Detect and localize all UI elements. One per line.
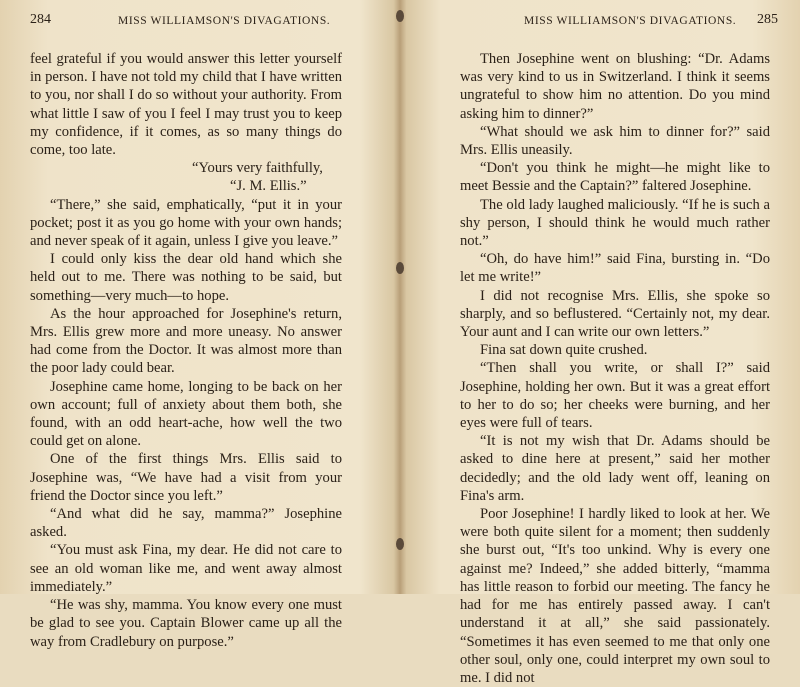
running-head: MISS WILLIAMSON'S DIVAGATIONS. [118,15,331,27]
paragraph: “Then shall you write, or shall I?” said Josephine, holding her own. But it was a great effort to her to do so; her cheeks were burning, and her eyes were full of tears. [460,360,770,432]
paragraph: “There,” she said, emphatically, “put it in your pocket; post it as you go home with your own hands; and never speak of it again, unless I give you leave.” [30,196,342,250]
page-number: 285 [757,12,778,27]
paragraph: “Don't you think he might—he might like to meet Bessie and the Captain?” faltered Josephine. [460,160,770,195]
paragraph: I could only kiss the dear old hand which she held out to me. There was nothing to be said, but something—very much—to hope. [30,251,342,304]
left-page [0,0,398,650]
page-body [30,50,342,651]
paragraph: I did not recognise Mrs. Ellis, she spoke so sharply, and so beflustered. “Certainly not, my dear. Your aunt and I can write our own letters.” [460,287,770,341]
paragraph: “Oh, do have him!” said Fina, bursting in. “Do let me write!” [460,251,770,286]
paragraph: “He was shy, mamma. You know every one must be glad to see you. Captain Blower came up all the way from Cradlebury on purpose.” [30,597,342,650]
paragraph: The old lady laughed maliciously. “If he is such a shy person, I should think he would much rather not.” [460,196,770,250]
paragraph: Fina sat down quite crushed. [480,342,648,359]
paragraph: As the hour approached for Josephine's return, Mrs. Ellis grew more and more uneasy. No answer had come from the Doctor. It was almost more than the poor lady could bear. [30,305,342,377]
running-head: MISS WILLIAMSON'S DIVAGATIONS. [524,15,737,27]
paragraph: One of the first things Mrs. Ellis said to Josephine was, “We have had a visit from your friend the Doctor since you left.” [30,451,342,504]
paragraph: Josephine came home, longing to be back on her own account; full of anxiety about them both, she found, with an odd heart-ache, how well the two could get on alone. [30,378,342,450]
paragraph: “It is not my wish that Dr. Adams should be asked to dine here at present,” said her mother decidedly; and the old lady went off, leaning on Fina's arm. [460,433,770,504]
paragraph: “What should we ask him to dinner for?” said Mrs. Ellis uneasily. [460,123,770,159]
paragraph: Then Josephine went on blushing: “Dr. Adams was very kind to us in Switzerland. I think it seems ungrateful to show him no attention. Do you mind asking him to dinner?” [460,51,770,122]
page-number: 284 [30,12,51,27]
paragraph: Poor Josephine! I hardly liked to look at her. We were both quite silent for a moment; then suddenly she burst out, “It's too unkind. Why is every one against me? Indeed,” she added bitterly, “mamma has little reason to forbid our meeting. The fancy he had for me has entirely passed away. I can't understand it at all,” she said passionately. “Sometimes it has even seemed to me that only one other soul, only one, could interpret my own soul to me. I did not [460,506,770,686]
page-body [460,50,770,687]
paragraph: feel grateful if you would answer this letter yourself in person. I have not told my child that I have written to you, nor shall I do so without your authority. From what little I saw of you I feel I may trust you to keep my confidence, if it comes, as so many things do come, too late. [30,51,342,159]
letter-closing: “Yours very faithfully, [192,160,323,177]
paragraph: “And what did he say, mamma?” Josephine asked. [30,506,342,541]
letter-signature: “J. M. Ellis.” [230,178,307,195]
paragraph: “You must ask Fina, my dear. He did not care to see an old woman like me, and went away almost immediately.” [30,542,342,595]
